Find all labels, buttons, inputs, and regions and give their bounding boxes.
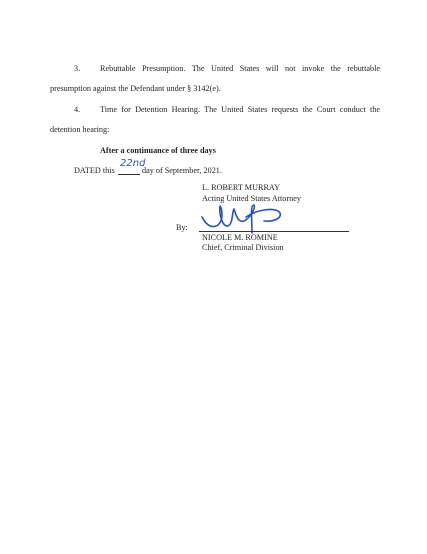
dated-prefix: DATED this <box>74 166 115 175</box>
signatory-title: Acting United States Attorney <box>202 194 301 203</box>
by-label: By: <box>176 223 188 232</box>
hearing-option: After a continuance of three days <box>100 146 216 155</box>
paragraph-4-heading: Time for Detention Hearing. <box>100 105 201 114</box>
paragraph-3-line1 <box>100 64 380 73</box>
dated-day-handwritten: 22nd <box>120 158 146 169</box>
signature-line <box>199 231 349 232</box>
dated-day-underline <box>118 174 140 175</box>
paragraph-3-number: 3. <box>74 64 81 73</box>
paragraph-3-heading: Rebuttable Presumption. <box>100 64 186 73</box>
paragraph-4-line1-text: The United States requests the Court conduct the <box>204 105 380 114</box>
paragraph-4-number: 4. <box>74 105 81 114</box>
signatory-name: L. ROBERT MURRAY <box>202 183 280 192</box>
dated-suffix: day of September, 2021. <box>142 166 222 175</box>
signer-title: Chief, Criminal Division <box>202 243 284 252</box>
paragraph-3-line1-text: The United States will not invoke the rebuttable <box>191 64 380 73</box>
paragraph-4-line2: detention hearing: <box>50 125 110 134</box>
signer-name: NICOLE M. ROMINE <box>202 233 278 242</box>
paragraph-4-line1 <box>100 105 380 114</box>
paragraph-3-line2: presumption against the Defendant under § 3142(e). <box>50 84 221 93</box>
